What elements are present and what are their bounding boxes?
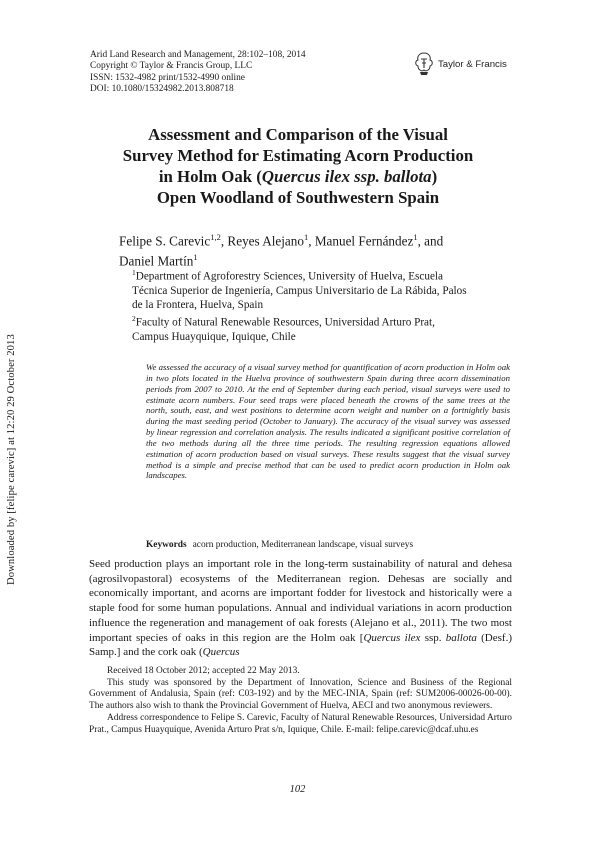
- journal-citation: Arid Land Research and Management, 28:102–108, 2014: [90, 50, 306, 60]
- affiliation-line: Técnica Superior de Ingeniería, Campus Universitario de La Rábida, Palos: [132, 284, 467, 297]
- footnotes: [89, 666, 512, 736]
- author-line: Felipe S. Carevic$^{1,2}$, Reyes Alejano$^1$, Manuel Fernández$^1$, and: [119, 232, 444, 249]
- body-text: (Desf.) Samp.] and the cork oak (: [89, 631, 512, 659]
- keywords-label: Keywords: [146, 540, 187, 550]
- journal-doi: DOI: 10.1080/15324982.2013.808718: [90, 83, 234, 94]
- affiliation-line: [132, 266, 512, 285]
- page-number: 102: [289, 784, 306, 795]
- author-affiliation-mark: 1: [413, 232, 418, 242]
- publisher-name: Taylor & Francis: [438, 58, 507, 70]
- affiliation-text: Department of Agroforestry Sciences, University of Huelva, Escuela: [135, 270, 443, 283]
- author-name: Reyes Alejano: [227, 233, 304, 249]
- journal-copyright: Copyright © Taylor & Francis Group, LLC: [90, 61, 253, 72]
- article-title: [88, 124, 508, 208]
- author-name: Manuel Fernández: [314, 233, 414, 249]
- species-name: Quercus ilex: [363, 631, 421, 644]
- title-text: ): [431, 167, 438, 186]
- title-line: Assessment and Comparison of the Visual: [148, 125, 448, 144]
- body-text: ssp.: [420, 631, 446, 644]
- download-stamp: Downloaded by [felipe carevic] at 12:20 29 October 2013: [6, 334, 17, 585]
- affiliation-mark: 2: [132, 314, 136, 324]
- body-text: Seed production plays an important role in the long-term sustainability of natural and dehesa (agrosilvopastoral) ecosystems of the Mediterranean region. Dehesas are socially and economically important, and acorns are important fodder for livestock and historically were a staple food for some human populations. Annual and individual variations in acorn production influence the regeneration and management of oak forests (Alejano et al., 2011). The two most important species of oaks in this region are the Holm oak [: [89, 558, 512, 644]
- affiliation-line: [132, 312, 512, 331]
- title-text: in Holm Oak (: [158, 167, 262, 186]
- publisher-logo: [413, 50, 513, 78]
- correspondence-note: Address correspondence to Felipe S. Carevic, Faculty of Natural Renewable Resources, Universidad Arturo Prat., Campus Huayquique, Avenida Arturo Prat s/n, Iquique, Chile. E-mail: felipe.carevic@dcaf.uhu.es: [89, 712, 512, 735]
- author-name: Felipe S. Carevic: [119, 233, 211, 249]
- species-name: Quercus: [202, 646, 240, 659]
- keywords-text: acorn production, Mediterranean landscape, visual surveys: [192, 540, 414, 550]
- received-note: Received 18 October 2012; accepted 22 May 2013.: [107, 666, 300, 676]
- abstract: We assessed the accuracy of a visual survey method for quantification of acorn production in Holm oak in two plots located in the Huelva province of southwestern Spain during three acorn dissemination periods from 2007 to 2010. At the end of September during each period, visual surveys were used to estimate acorn numbers. Four seed traps were placed beneath the crowns of the same trees at the north, south, east, and west positions to determine acorn weight and number on a fortnightly basis during the mast seeding period (October to January). The accuracy of the visual survey was assessed by linear regression and correlation analysis. The results indicated a significant positive correlation of the two methods during all the three time periods. The resulting regression equations allowed estimation of acorn production based on visual surveys. These results suggest that the visual survey method is a simple and precise method that can be used to predict acorn production in Holm oak landscapes.: [146, 362, 510, 481]
- affiliations: [132, 266, 512, 345]
- title-line: Survey Method for Estimating Acorn Production: [122, 146, 474, 165]
- title-line: Open Woodland of Southwestern Spain: [156, 188, 440, 207]
- journal-issn: ISSN: 1532-4982 print/1532-4990 online: [90, 72, 245, 83]
- title-species: Quercus ilex ssp. ballota: [261, 167, 432, 186]
- author-list: [119, 229, 519, 270]
- author-affiliation-mark: 1: [193, 252, 198, 263]
- taylor-francis-logo-icon: [413, 51, 435, 77]
- affiliation-line: de la Frontera, Huelva, Spain: [132, 298, 264, 311]
- journal-header: [90, 50, 306, 95]
- keywords: [146, 540, 510, 550]
- affiliation-mark: 1: [132, 268, 136, 277]
- author-affiliation-mark: 1,2: [210, 232, 221, 242]
- affiliation-line: Campus Huayquique, Iquique, Chile: [132, 331, 296, 344]
- affiliation-text: Faculty of Natural Renewable Resources, Universidad Arturo Prat,: [135, 317, 435, 330]
- author-affiliation-mark: 1: [303, 232, 309, 242]
- funding-note: This study was sponsored by the Department of Innovation, Science and Business of the Regional Government of Andalusia, Spain (ref: C03-192) and by the MEC-INIA, Spain (ref: SUM2006-00026-00-00). The authors also wish to thank the Provincial Government of Huelva, AECI and two anonymous reviewers.: [89, 677, 512, 712]
- body-paragraph: [89, 557, 512, 660]
- species-name: ballota: [445, 631, 477, 644]
- author-name: Daniel Martín: [119, 253, 194, 269]
- title-line: [88, 166, 508, 187]
